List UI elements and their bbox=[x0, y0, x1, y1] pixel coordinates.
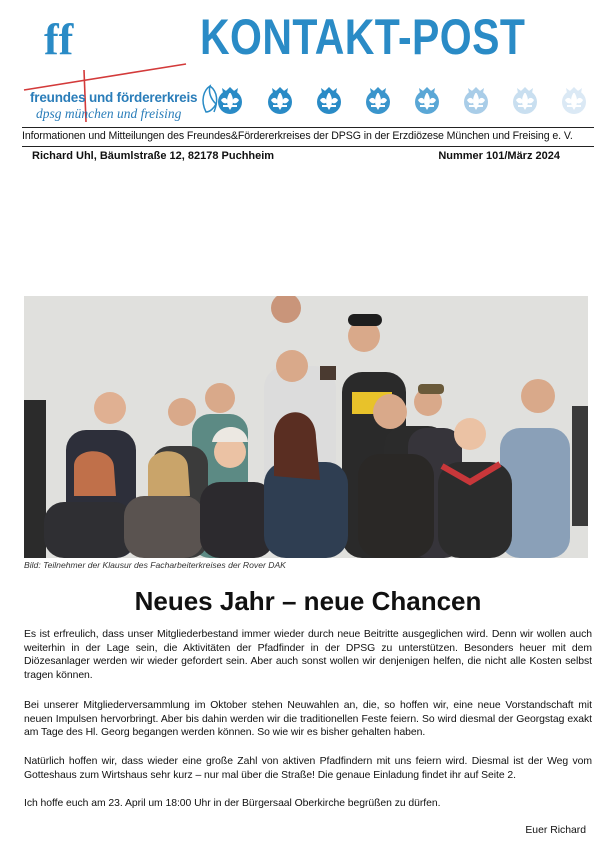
article-headline: Neues Jahr – neue Chancen bbox=[134, 586, 482, 616]
emblem-icon-8 bbox=[562, 87, 586, 114]
ff-logo bbox=[22, 15, 198, 126]
publisher-address: Richard Uhl, Bäumlstraße 12, 82178 Puchheim bbox=[32, 150, 275, 162]
article-paragraph-4: Ich hoffe euch am 23. April um 18:00 Uhr in der Bürgersaal Oberkirche begrüßen zu dürfen. bbox=[24, 798, 441, 809]
issue-number: Nummer 101/März 2024 bbox=[438, 150, 560, 162]
header-rule bbox=[22, 127, 594, 128]
emblem-icon-5 bbox=[415, 87, 439, 114]
lily-emblem-icon bbox=[203, 86, 217, 112]
article-signature: Euer Richard bbox=[525, 825, 586, 836]
group-photo bbox=[24, 296, 588, 558]
emblem-icon-2 bbox=[268, 87, 292, 114]
article-paragraph-2: Bei unserer Mitgliederversammlung im Oktober stehen Neuwahlen an, die, so hoffen wir, eine neue Vorstandschaft mit neuen Impulsen hervorbringt. Aber bis dahin werden wir die traditionellen Feste feiern. So wird diesmal der Georgstag exakt am Tage des Hl. Georg begangen werden können. So wie wir es bisher gehalten haben. bbox=[24, 700, 592, 739]
photo-caption: Bild: Teilnehmer der Klausur des Facharbeiterkreises der Rover DAK bbox=[24, 560, 286, 570]
address-rule bbox=[22, 146, 594, 147]
article-paragraph-3: Natürlich hoffen wir, dass wieder eine große Zahl von aktiven Pfadfindern mit uns feiern wird. Diesmal ist der Weg vom Gotteshaus zum Wirtshaus sehr kurz – nur mal über die Straße! Die genaue Einladung findet ihr auf Seite 2. bbox=[24, 756, 592, 781]
logo-line-1: freundes und fördererkreis bbox=[30, 90, 198, 105]
emblem-icon-3 bbox=[317, 87, 341, 114]
logo-line-2: dpsg münchen und freising bbox=[36, 106, 182, 121]
emblem-icon-6 bbox=[464, 87, 488, 114]
logo-letters: ff bbox=[44, 15, 74, 64]
emblem-row bbox=[196, 82, 596, 122]
emblem-icon-1 bbox=[218, 87, 242, 114]
emblem-icon-4 bbox=[366, 87, 390, 114]
masthead-subtitle: Informationen und Mitteilungen des Freundes&Fördererkreises der DPSG in der Erzdiözese München und Freising e. V. bbox=[22, 130, 573, 142]
masthead-title: KONTAKT-POST bbox=[200, 9, 526, 65]
article-paragraph-1: Es ist erfreulich, dass unser Mitgliederbestand immer wieder durch neue Beitritte ausgeglichen wird. Denn wir wollen auch weiterhin in der Lage sein, die Aktivitäten der Pfadfinder in der DPSG zu unterstützen. Besonders heuer mit dem Diözesanlager werden wir wieder gefordert sein. Aber auch sonst wollen wir denjenigen helfen, die nicht alle Kosten selbst tragen können. bbox=[24, 629, 592, 681]
emblem-icon-7 bbox=[513, 87, 537, 114]
